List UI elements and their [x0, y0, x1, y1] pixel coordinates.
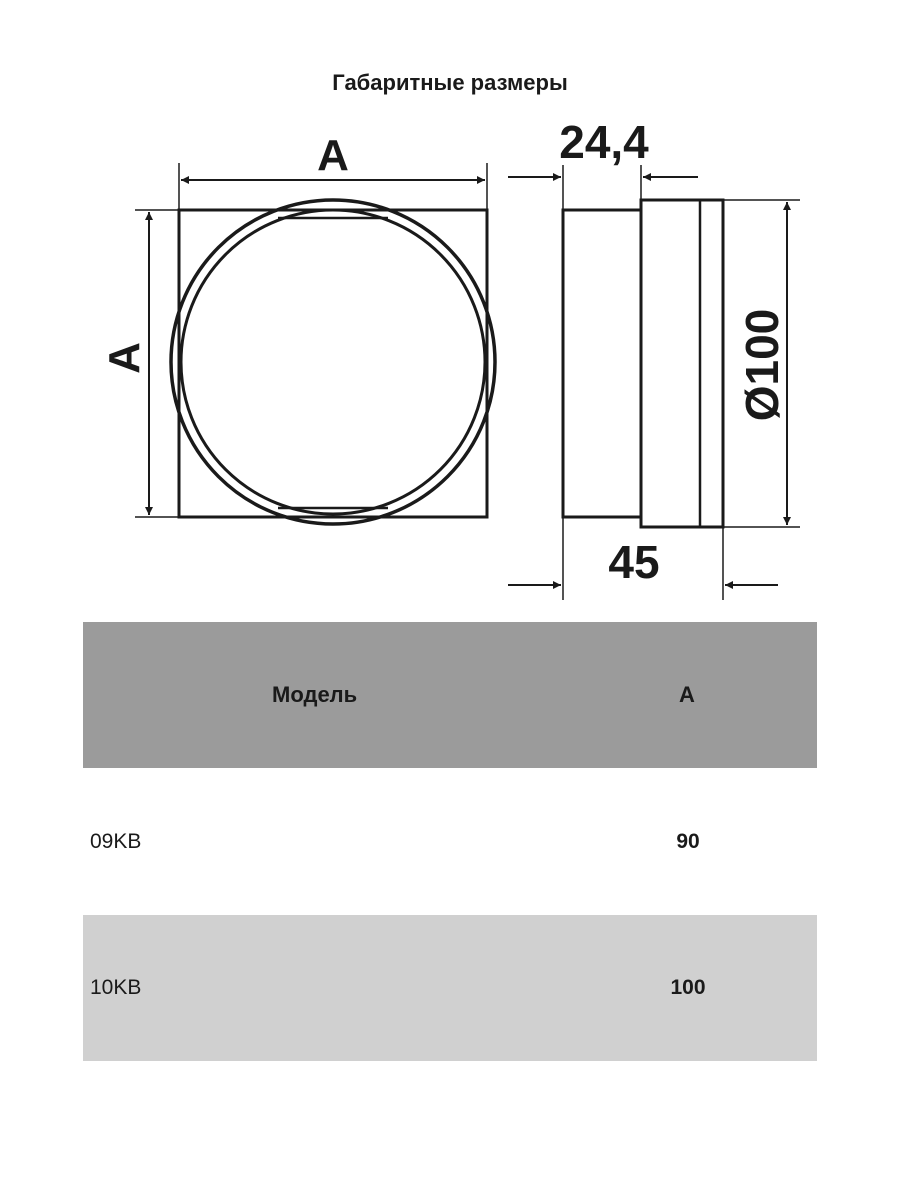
row-model: 09KB [90, 829, 142, 853]
side-flange [641, 200, 723, 527]
table-row [83, 768, 817, 915]
header-a: A [679, 682, 695, 707]
row-a-value: 100 [670, 976, 706, 999]
row-model: 10KB [90, 976, 142, 999]
header-model: Модель [272, 682, 358, 707]
row-a-value: 90 [676, 829, 700, 853]
round-collar-inner [181, 210, 485, 514]
flange-width-dimension [508, 165, 698, 210]
side-view [563, 200, 723, 527]
front-width-label: A [317, 131, 349, 180]
page-title: Габаритные размеры [332, 70, 568, 95]
dimensions-table [83, 622, 817, 1061]
table-header-row [83, 622, 817, 768]
diameter-label: Ø100 [736, 308, 788, 422]
flange-width-label: 24,4 [559, 116, 649, 168]
table-row [83, 915, 817, 1061]
front-view [171, 200, 495, 524]
front-height-label: A [100, 342, 149, 374]
total-length-label: 45 [608, 536, 660, 588]
side-body [563, 210, 641, 517]
round-collar-outer [171, 200, 495, 524]
